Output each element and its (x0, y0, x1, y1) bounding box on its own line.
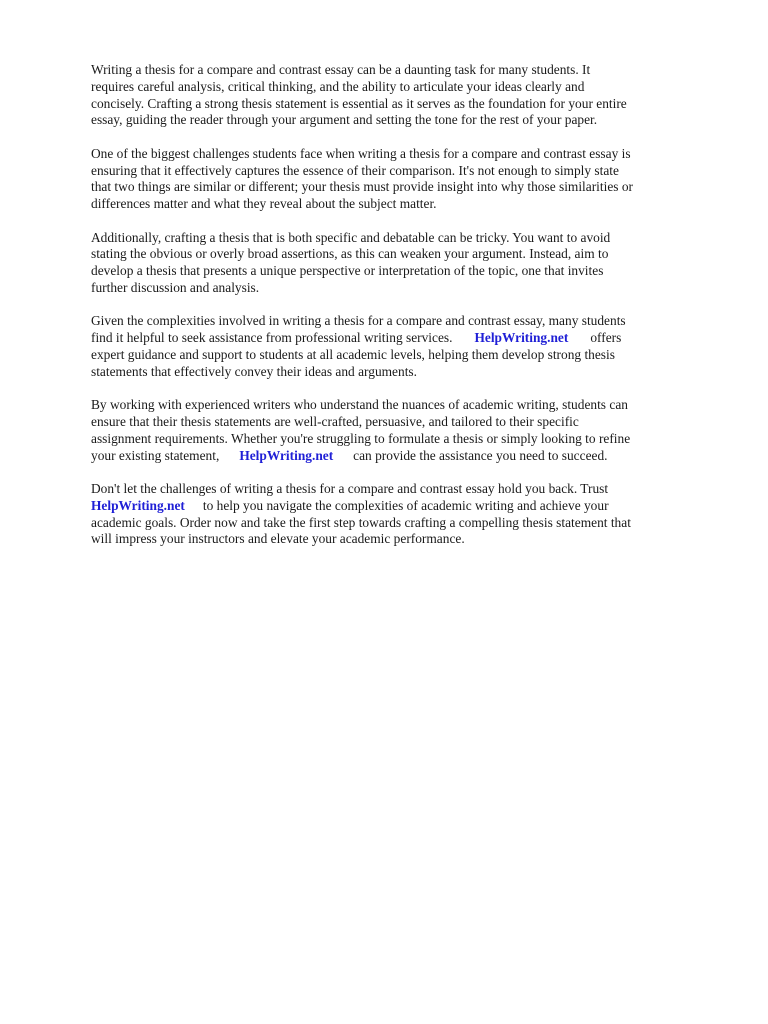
text-line: concisely. Crafting a strong thesis statement is essential as it serves as the foundation for your entire (91, 95, 627, 111)
text-line: essay, guiding the reader through your argument and setting the tone for the rest of your paper. (91, 112, 598, 128)
helpwriting-link[interactable]: HelpWriting.net (239, 447, 334, 463)
text-line: that two things are similar or different; your thesis must provide insight into why those similarities or (91, 179, 634, 195)
text-line: stating the obvious or overly broad assertions, as this can weaken your argument. Instead, aim to (91, 246, 609, 262)
paragraph-closing (91, 481, 731, 548)
text-line: ensure that their thesis statements are well-crafted, persuasive, and tailored to their specific (91, 413, 579, 429)
paragraph-assistance (91, 313, 731, 380)
text-line: statements that effectively convey their ideas and arguments. (91, 363, 417, 379)
text-line: Given the complexities involved in writing a thesis for a compare and contrast essay, many students (91, 313, 626, 329)
helpwriting-link[interactable]: HelpWriting.net (474, 330, 569, 346)
text-segment: find it helpful to seek assistance from professional writing services. (91, 330, 453, 346)
text-line (91, 498, 731, 515)
paragraph-writers (91, 397, 731, 464)
text-line: ensuring that it effectively captures the essence of their comparison. It's not enough to simply state (91, 162, 619, 178)
text-segment: can provide the assistance you need to succeed. (353, 447, 608, 463)
text-line: Don't let the challenges of writing a thesis for a compare and contrast essay hold you back. Trust (91, 480, 609, 496)
text-line: academic goals. Order now and take the first step towards crafting a compelling thesis statement that (91, 514, 631, 530)
text-line: Additionally, crafting a thesis that is both specific and debatable can be tricky. You want to avoid (91, 229, 611, 245)
helpwriting-link[interactable]: HelpWriting.net (91, 497, 185, 513)
paragraph-intro (91, 62, 731, 129)
text-line: further discussion and analysis. (91, 279, 260, 295)
text-line: assignment requirements. Whether you're struggling to formulate a thesis or simply looking to refine (91, 430, 631, 446)
text-line: One of the biggest challenges students face when writing a thesis for a compare and contrast essay is (91, 145, 631, 161)
text-line: By working with experienced writers who understand the nuances of academic writing, students can (91, 397, 628, 413)
paragraph-specificity (91, 230, 731, 297)
document-page (91, 62, 731, 565)
text-line: develop a thesis that presents a unique perspective or interpretation of the topic, one that invites (91, 263, 604, 279)
text-line (91, 448, 731, 465)
text-line: requires careful analysis, critical thinking, and the ability to articulate your ideas clearly and (91, 78, 585, 94)
text-segment: your existing statement, (91, 447, 220, 463)
text-line: expert guidance and support to students at all academic levels, helping them develop strong thesis (91, 346, 615, 362)
text-segment: offers (590, 330, 622, 346)
text-segment: to help you navigate the complexities of academic writing and achieve your (202, 497, 609, 513)
paragraph-challenges (91, 146, 731, 213)
text-line: will impress your instructors and elevate your academic performance. (91, 531, 465, 547)
text-line: differences matter and what they reveal about the subject matter. (91, 196, 437, 212)
text-line: Writing a thesis for a compare and contrast essay can be a daunting task for many students. It (91, 62, 591, 77)
text-line (91, 330, 731, 347)
